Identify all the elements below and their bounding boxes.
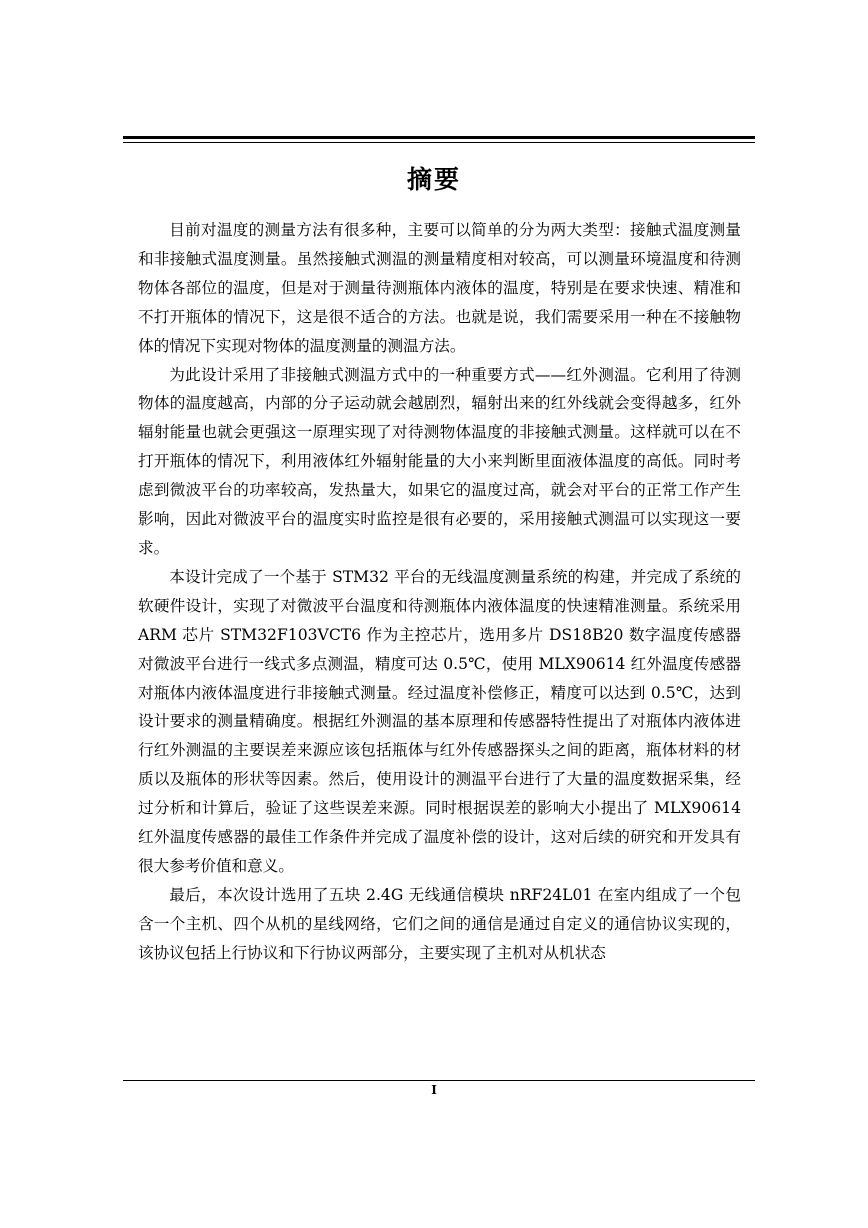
header-rule-top <box>123 136 755 139</box>
header-rule-bottom <box>123 142 755 143</box>
paragraph-1: 目前对温度的测量方法有很多种，主要可以简单的分为两大类型：接触式温度测量和非接触式温度测量。虽然接触式测温的测量精度相对较高，可以测量环境温度和待测物体各部位的温度，但是对于测量待测瓶体内液体的温度，特别是在要求快速、精准和不打开瓶体的情况下，这是很不适合的方法。也就是说，我们需要采用一种在不接触物体的情况下实现对物体的温度测量的测温方法。 <box>138 221 741 355</box>
paragraph-4: 最后，本次设计选用了五块 2.4G 无线通信模块 nRF24L01 在室内组成了一个包含一个主机、四个从机的星线网络，它们之间的通信是通过自定义的通信协议实现的，该协议包括上行协议和下行协议两部分，主要实现了主机对从机状态 <box>138 885 741 962</box>
footer-rule <box>123 1080 755 1081</box>
page-number: I <box>431 1083 437 1097</box>
page-title: 摘要 <box>406 165 461 194</box>
paragraph-2: 为此设计采用了非接触式测温方式中的一种重要方式——红外测温。它利用了待测物体的温度越高，内部的分子运动就会越剧烈，辐射出来的红外线就会变得越多，红外辐射能量也就会更强这一原理实现了对待测物体温度的非接触式测量。这样就可以在不打开瓶体的情况下，利用液体红外辐射能量的大小来判断里面液体温度的高低。同时考虑到微波平台的功率较高，发热量大，如果它的温度过高，就会对平台的正常工作产生影响，因此对微波平台的温度实时监控是很有必要的，采用接触式测温可以实现这一要求。 <box>138 365 741 557</box>
abstract-body <box>138 216 741 968</box>
paragraph-3: 本设计完成了一个基于 STM32 平台的无线温度测量系统的构建，并完成了系统的软硬件设计，实现了对微波平台温度和待测瓶体内液体温度的快速精准测量。系统采用 ARM 芯片 STM32F103VCT6 作为主控芯片，选用多片 DS18B20 数字温度传感器对微波平台进行一线式多点测温，精度可达 0.5℃，使用 MLX90614 红外温度传感器对瓶体内液体温度进行非接触式测量。经过温度补偿修正，精度可以达到 0.5℃，达到设计要求的测量精确度。根据红外测温的基本原理和传感器特性提出了对瓶体内液体进行红外测温的主要误差来源应该包括瓶体与红外传感器探头之间的距离，瓶体材料的材质以及瓶体的形状等因素。然后，使用设计的测温平台进行了大量的温度数据采集，经过分析和计算后，验证了这些误差来源。同时根据误差的影响大小提出了 MLX90614 红外温度传感器的最佳工作条件并完成了温度补偿的设计，这对后续的研究和开发具有很大参考价值和意义。 <box>138 567 741 875</box>
